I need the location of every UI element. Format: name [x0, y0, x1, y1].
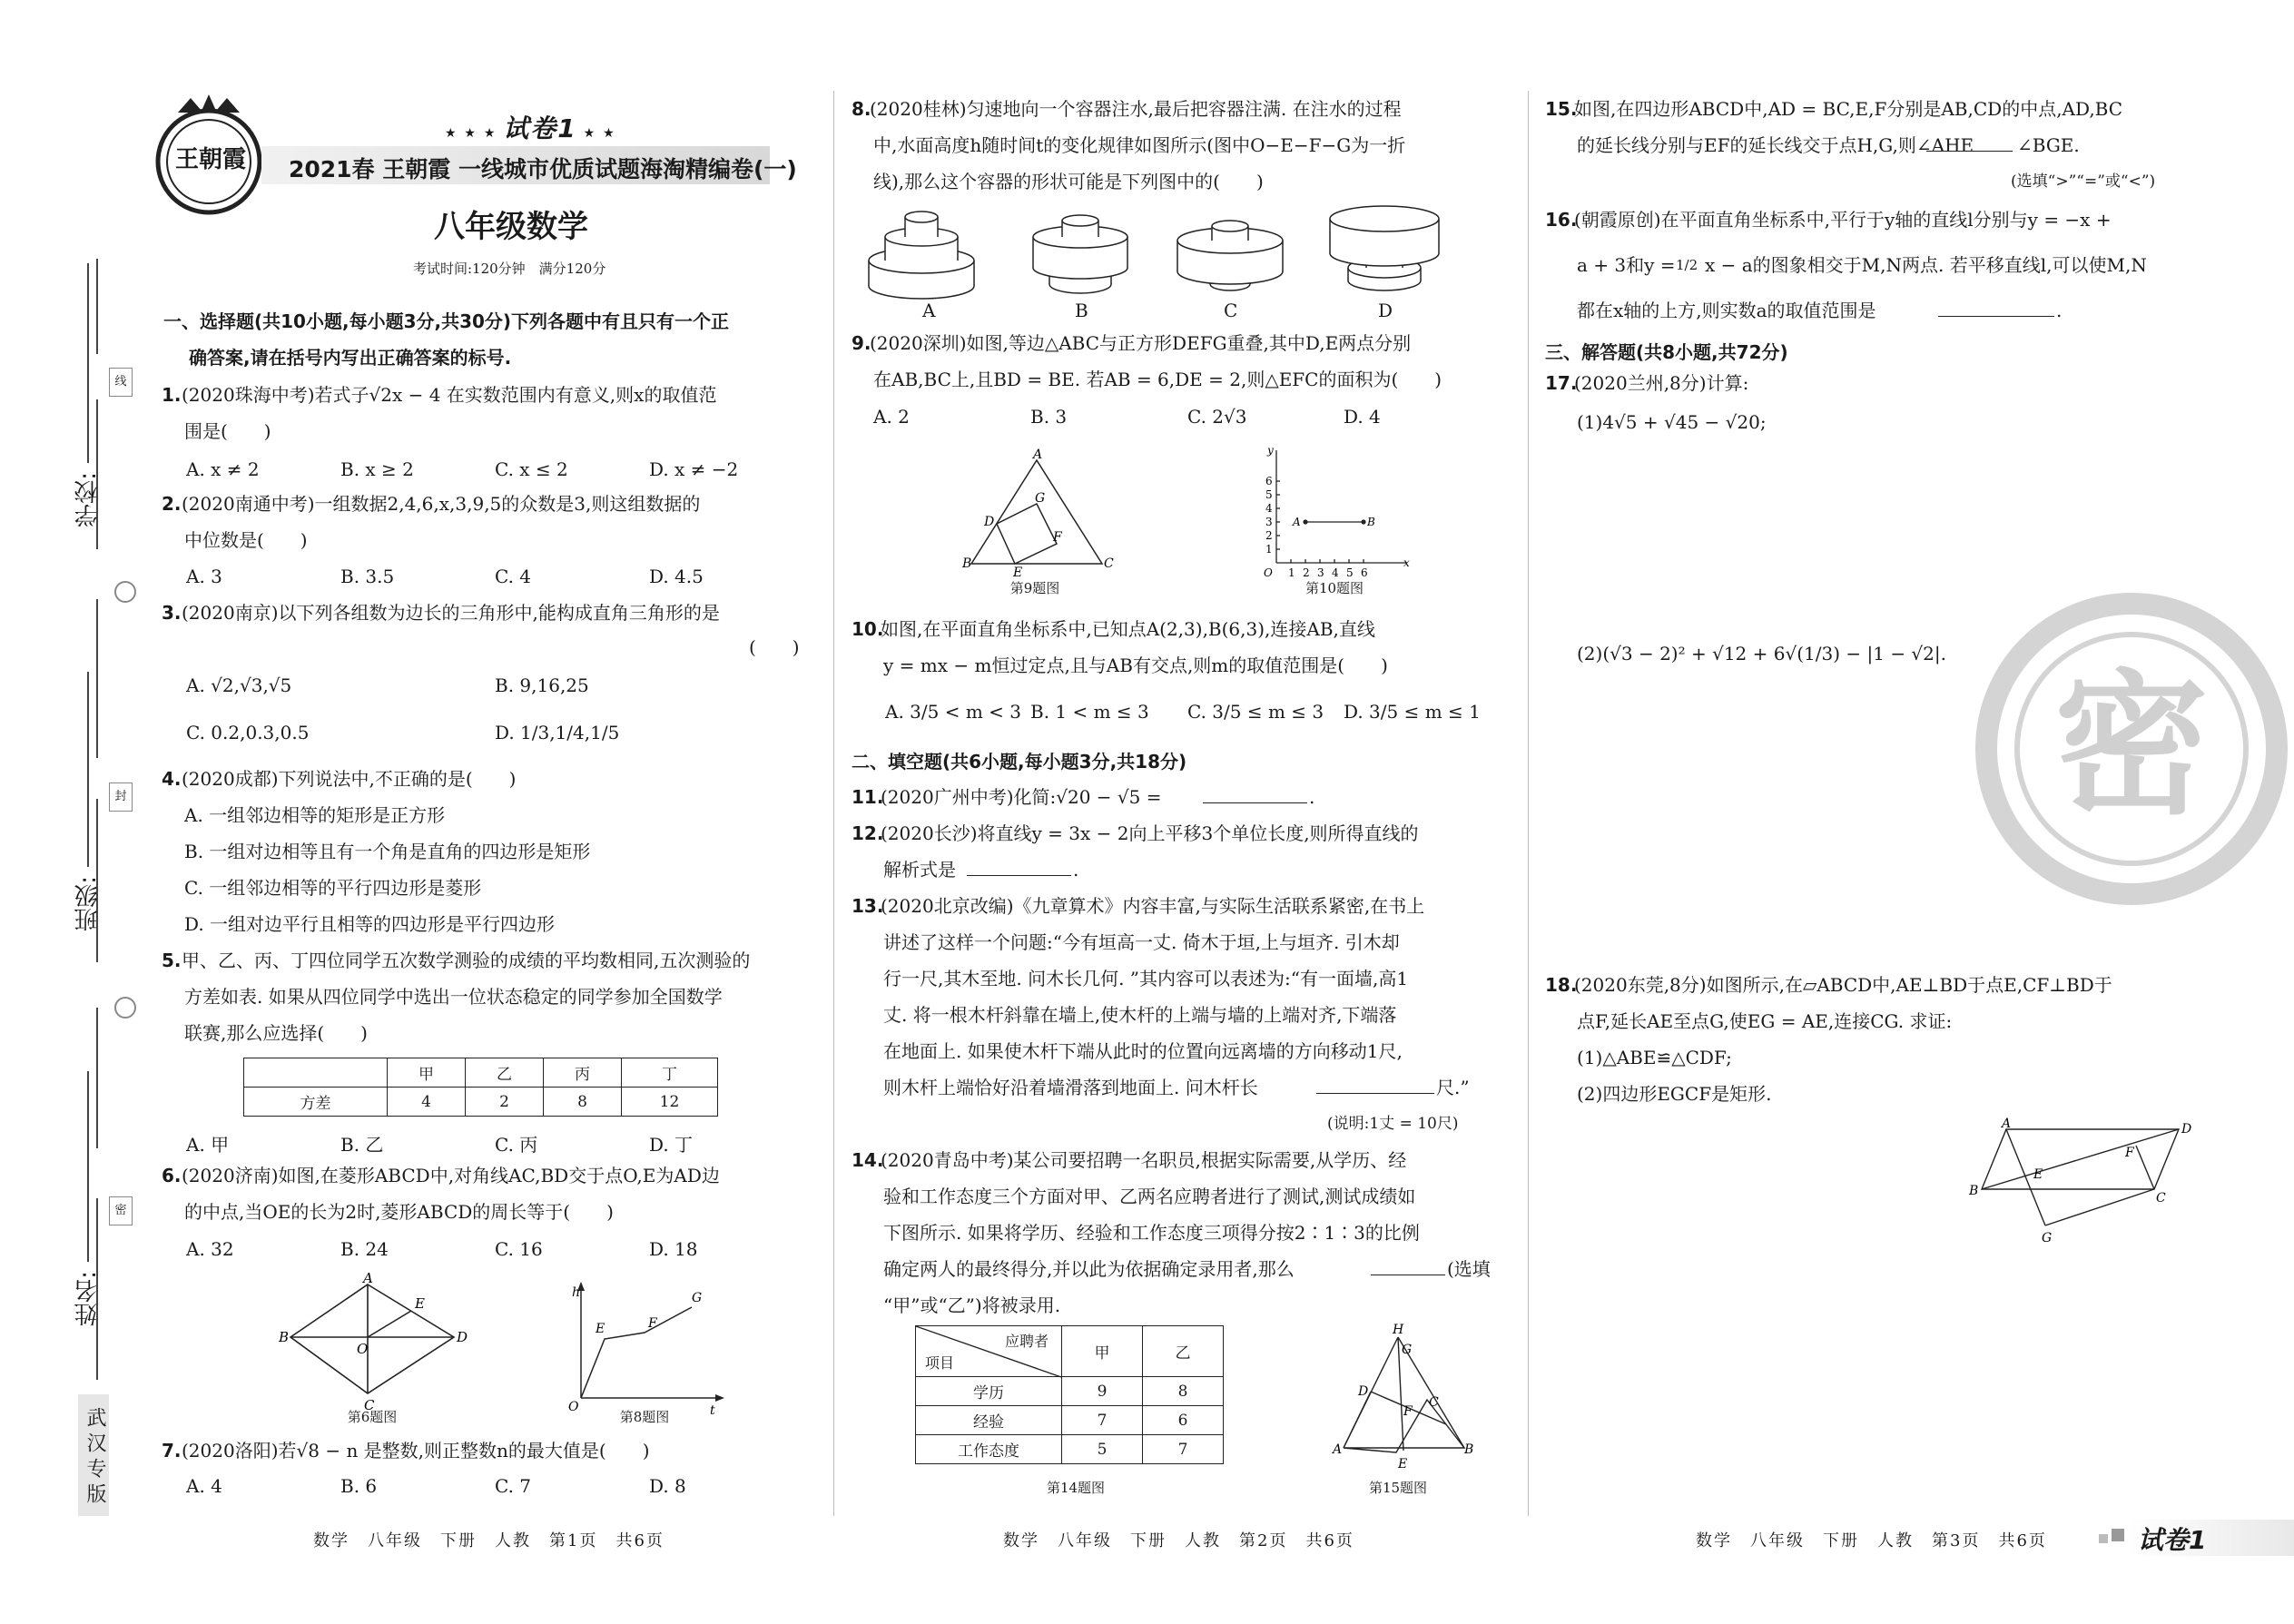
table-cell: 7: [1143, 1435, 1224, 1464]
question-text: 则木杆上端恰好沿着墙滑落到地面上. 问木杆长: [883, 1077, 1258, 1098]
section-2-heading: 二、填空题(共6小题,每小题3分,共18分): [852, 751, 1187, 773]
page-title: 八年级数学: [434, 209, 588, 245]
table-cell: 6: [1143, 1406, 1224, 1435]
figure-caption: 第8题图: [619, 1409, 670, 1425]
answer-blank[interactable]: [967, 875, 1071, 876]
svg-text:F: F: [1053, 530, 1062, 545]
question-text: 中位数是( ): [184, 529, 308, 551]
svg-text:E: E: [1013, 566, 1023, 580]
column-divider: [833, 91, 834, 1516]
answer-blank[interactable]: [1316, 1093, 1434, 1094]
question-number: 6.: [162, 1165, 182, 1186]
option-c[interactable]: C. 7: [495, 1475, 532, 1497]
table-header-cell: 乙: [466, 1058, 544, 1088]
binding-hole-icon: [114, 581, 136, 603]
question-text: (1)4√5 + √45 − √20;: [1577, 411, 1767, 433]
table-diagonal-header: [916, 1326, 1062, 1377]
table-cell: 2: [466, 1088, 544, 1117]
svg-text:H: H: [1393, 1323, 1404, 1337]
option-d[interactable]: D. 18: [649, 1238, 698, 1260]
svg-text:B: B: [962, 556, 972, 571]
option-a[interactable]: A. 2: [873, 406, 910, 428]
answer-blank[interactable]: [1926, 151, 2013, 152]
score-table: [915, 1325, 1224, 1464]
question-text: (2020长沙)将直线y = 3x − 2向上平移3个单位长度,则所得直线的: [881, 822, 1419, 844]
option-c[interactable]: C: [1224, 300, 1238, 321]
question-text: 联赛,那么应选择( ): [184, 1022, 368, 1044]
svg-text:E: E: [415, 1295, 425, 1312]
option-d[interactable]: D. 一组对边平行且相等的四边形是平行四边形: [184, 913, 556, 935]
svg-text:x: x: [1403, 556, 1410, 569]
option-a[interactable]: A. 4: [186, 1475, 222, 1497]
question-text: 下图所示. 如果将学历、经验和工作态度三项得分按2∶1∶3的比例: [883, 1222, 1420, 1244]
option-a[interactable]: A: [922, 300, 936, 321]
page-footer: 数学 八年级 下册 人教 第1页 共6页: [313, 1531, 665, 1550]
name-label: 姓名:: [74, 1271, 102, 1326]
question-text: (2020北京改编)《九章算术》内容丰富,与实际生活联系紧密,在书上: [881, 895, 1425, 917]
logo-text: 王朝霞: [174, 146, 246, 173]
question-text: (2020青岛中考)某公司要招聘一名职员,根据实际需要,从学历、经: [881, 1149, 1407, 1171]
question-number: 15.: [1545, 98, 1578, 120]
option-a[interactable]: A. 32: [186, 1238, 234, 1260]
svg-text:y: y: [1267, 444, 1274, 457]
seal-xian: 线: [109, 368, 133, 397]
svg-text:O: O: [357, 1341, 369, 1357]
svg-text:D: D: [457, 1329, 468, 1345]
table-header-cell: 甲: [1062, 1326, 1143, 1377]
table-cell: 9: [1062, 1377, 1143, 1406]
question-text: a + 3和y =: [1577, 254, 1676, 276]
svg-text:F: F: [1403, 1404, 1413, 1419]
question-number: 8.: [852, 98, 871, 120]
option-c[interactable]: C. x ≤ 2: [495, 458, 568, 480]
svg-text:G: G: [2042, 1231, 2053, 1245]
svg-text:A: A: [363, 1270, 373, 1286]
option-c[interactable]: C. 丙: [495, 1134, 538, 1156]
question-text: 讲述了这样一个问题:“今有垣高一丈. 倚木于垣,上与垣齐. 引木却: [883, 931, 1400, 953]
seal-watermark-icon: [1977, 595, 2286, 903]
question-text: (1)△ABE≌△CDF;: [1577, 1047, 1732, 1068]
decoration: [2099, 1534, 2108, 1543]
option-a[interactable]: A. 3/5 < m < 3: [885, 701, 1021, 723]
question-note: (说明:1丈 = 10尺): [1327, 1115, 1459, 1133]
option-c[interactable]: C. 3/5 ≤ m ≤ 3: [1187, 701, 1324, 723]
figure-caption: 第14题图: [1046, 1480, 1106, 1496]
question-text: (2)(√3 − 2)² + √12 + 6√(1/3) − |1 − √2|.: [1577, 643, 1946, 664]
question-text: (2020南通中考)一组数据2,4,6,x,3,9,5的众数是3,则这组数据的: [182, 493, 701, 515]
seal-mi: 密: [109, 1196, 133, 1225]
option-c[interactable]: C. 一组邻边相等的平行四边形是菱形: [184, 877, 482, 899]
svg-text:4: 4: [1265, 502, 1273, 515]
figure-caption: 第6题图: [347, 1409, 398, 1425]
svg-text:t: t: [710, 1403, 715, 1418]
question-text: 在地面上. 如果使木杆下端从此时的位置向远离墙的方向移动1尺,: [883, 1040, 1403, 1062]
page-footer: 数学 八年级 下册 人教 第2页 共6页: [1003, 1531, 1354, 1550]
svg-text:G: G: [1035, 491, 1046, 506]
exam-label: ★ ★ ★ 试卷1 ★ ★: [445, 113, 616, 143]
table-cell: 8: [544, 1088, 622, 1117]
table-header-cell: [244, 1058, 388, 1088]
watermark-text: 密: [2053, 656, 2210, 836]
question-text: 在AB,BC上,且BD = BE. 若AB = 6,DE = 2,则△EFC的面积为( ): [873, 369, 1442, 390]
option-b[interactable]: B: [1075, 300, 1088, 321]
question-text: (2020兰州,8分)计算:: [1574, 372, 1749, 394]
question-text: 确定两人的最终得分,并以此为依据确定录用者,那么: [883, 1258, 1295, 1280]
question-number: 10.: [852, 618, 884, 640]
question-number: 18.: [1545, 974, 1578, 996]
option-b[interactable]: B. 3: [1030, 406, 1068, 428]
question-text: .: [1309, 786, 1315, 808]
table-cell: 4: [388, 1088, 466, 1117]
question-text: 如图,在四边形ABCD中,AD = BC,E,F分别是AB,CD的中点,AD,BC: [1574, 98, 2123, 120]
svg-text:B: B: [1464, 1442, 1474, 1457]
fraction: 1/2: [1676, 257, 1698, 273]
question-text: 丈. 将一根木杆斜靠在墙上,使木杆的上端与墙的上端对齐,下端落: [883, 1004, 1397, 1026]
table-cell: 经验: [916, 1406, 1062, 1435]
svg-text:A: A: [2002, 1117, 2012, 1131]
svg-text:5: 5: [1346, 566, 1354, 579]
svg-text:D: D: [2181, 1122, 2192, 1137]
decoration: [2112, 1529, 2124, 1541]
table-header-cell: 乙: [1143, 1326, 1224, 1377]
svg-text:1: 1: [1288, 566, 1295, 579]
parallelogram-figure: [1965, 1117, 2192, 1245]
svg-text:5: 5: [1265, 488, 1273, 501]
svg-text:B: B: [279, 1329, 290, 1345]
option-b[interactable]: B. 一组对边相等且有一个角是直角的四边形是矩形: [184, 841, 591, 862]
binding-hole-icon: [114, 997, 136, 1019]
question-text: (2020济南)如图,在菱形ABCD中,对角线AC,BD交于点O,E为AD边: [182, 1165, 720, 1186]
option-b[interactable]: B. x ≥ 2: [340, 458, 414, 480]
question-text: 的延长线分别与EF的延长线交于点H,G,则∠AHE: [1577, 134, 1974, 156]
question-number: 17.: [1545, 372, 1578, 394]
school-label: 学校:: [74, 472, 102, 527]
coordinate-plane-figure: [1262, 445, 1416, 581]
svg-text:3: 3: [1317, 566, 1324, 579]
svg-text:C: C: [1429, 1395, 1439, 1410]
svg-text:E: E: [1398, 1457, 1408, 1471]
svg-text:A: A: [1033, 448, 1043, 462]
svg-text:6: 6: [1265, 475, 1273, 487]
question-text: (2020深圳)如图,等边△ABC与正方形DEFG重叠,其中D,E两点分别: [870, 332, 1412, 354]
class-label: 班级:: [74, 876, 102, 931]
question-text: (朝霞原创)在平面直角坐标系中,平行于y轴的直线l分别与y = −x +: [1574, 209, 2112, 231]
question-text: 的中点,当OE的长为2时,菱形ABCD的周长等于( ): [184, 1201, 614, 1223]
table-cell: 8: [1143, 1377, 1224, 1406]
option-d[interactable]: D: [1378, 300, 1393, 321]
svg-text:B: B: [1367, 516, 1375, 528]
option-d[interactable]: D. x ≠ −2: [649, 458, 739, 480]
option-b[interactable]: B. 乙: [340, 1134, 384, 1156]
question-text: (2)四边形EGCF是矩形.: [1577, 1083, 1772, 1105]
option-d[interactable]: D. 丁: [649, 1134, 694, 1156]
question-text: 尺.”: [1436, 1077, 1470, 1098]
svg-text:G: G: [692, 1291, 703, 1305]
question-text: (2020桂林)匀速地向一个容器注水,最后把容器注满. 在注水的过程: [870, 98, 1402, 120]
question-text: 点F,延长AE至点G,使EG = AE,连接CG. 求证:: [1577, 1010, 1953, 1032]
binding-line: [96, 1008, 98, 1148]
table-header-cell: 丙: [544, 1058, 622, 1088]
option-b[interactable]: B. 24: [340, 1238, 389, 1260]
option-d[interactable]: D. 8: [649, 1475, 686, 1497]
binding-line: [96, 599, 98, 758]
section-3-heading: 三、解答题(共8小题,共72分): [1545, 341, 1788, 363]
question-text: .: [2056, 300, 2063, 321]
svg-text:F: F: [2125, 1146, 2134, 1160]
rhombus-figure: [277, 1270, 477, 1413]
table-cell: 方差: [244, 1088, 388, 1117]
question-text: 线),那么这个容器的形状可能是下列图中的( ): [873, 171, 1264, 192]
answer-blank[interactable]: [1203, 802, 1307, 803]
answer-blank[interactable]: [1938, 316, 2054, 317]
svg-text:C: C: [2156, 1191, 2166, 1206]
question-text: 验和工作态度三个方面对甲、乙两名应聘者进行了测试,测试成绩如: [883, 1186, 1416, 1207]
svg-text:C: C: [1104, 556, 1114, 571]
question-text: .: [1073, 859, 1079, 881]
svg-text:D: D: [984, 515, 995, 529]
table-cell: 学历: [916, 1377, 1062, 1406]
option-c[interactable]: C. 0.2,0.3,0.5: [186, 722, 310, 743]
option-d[interactable]: D. 1/3,1/4,1/5: [495, 722, 620, 743]
question-number: 13.: [852, 895, 884, 917]
question-text: (2020洛阳)若√8 − n 是整数,则正整数n的最大值是( ): [182, 1440, 650, 1462]
figure-caption: 第15题图: [1368, 1480, 1428, 1496]
quadrilateral-figure: [1333, 1321, 1478, 1480]
question-text: (2020东莞,8分)如图所示,在▱ABCD中,AE⊥BD于点E,CF⊥BD于: [1574, 974, 2112, 996]
question-text: (2020广州中考)化简:√20 − √5 =: [881, 786, 1162, 808]
svg-text:B: B: [1969, 1184, 1979, 1198]
question-number: 5.: [162, 950, 182, 971]
svg-text:O: O: [568, 1400, 579, 1414]
table-header-cell: 应聘者: [1004, 1333, 1049, 1350]
option-d[interactable]: D. 4.5: [649, 566, 704, 587]
option-d[interactable]: D. 3/5 ≤ m ≤ 1: [1344, 701, 1481, 723]
option-c[interactable]: C. 2√3: [1187, 406, 1247, 428]
variance-table: [243, 1058, 718, 1117]
question-text: 解析式是: [883, 859, 956, 881]
table-cell: 工作态度: [916, 1435, 1062, 1464]
option-a[interactable]: A. 一组邻边相等的矩形是正方形: [184, 804, 446, 826]
question-text: y = mx − m恒过定点,且与AB有交点,则m的取值范围是( ): [883, 655, 1388, 676]
option-a[interactable]: A. 甲: [186, 1134, 230, 1156]
question-text: (2020南京)以下列各组数为边长的三角形中,能构成直角三角形的是: [182, 602, 720, 624]
school-field[interactable]: [87, 263, 89, 463]
question-text: ( ): [749, 636, 800, 658]
page-footer: 数学 八年级 下册 人教 第3页 共6页: [1696, 1531, 2047, 1550]
svg-text:G: G: [1402, 1343, 1413, 1357]
option-b[interactable]: B. 3.5: [340, 566, 395, 587]
question-number: 11.: [852, 786, 884, 808]
figure-caption: 第9题图: [1009, 580, 1060, 596]
svg-text:h: h: [572, 1285, 581, 1300]
question-number: 9.: [852, 332, 871, 354]
class-field[interactable]: [87, 672, 89, 867]
container-options-figure: [867, 204, 1502, 304]
option-d[interactable]: D. 4: [1344, 406, 1381, 428]
option-a[interactable]: A. 3: [186, 566, 222, 587]
svg-text:C: C: [364, 1397, 375, 1413]
question-number: 2.: [162, 493, 182, 515]
svg-text:A: A: [1293, 516, 1301, 528]
edition-badge: 武汉专版: [78, 1394, 109, 1516]
svg-text:E: E: [596, 1322, 605, 1336]
question-text: 都在x轴的上方,则实数a的取值范围是: [1577, 300, 1876, 321]
svg-text:3: 3: [1265, 516, 1273, 528]
question-text: 行一尺,其木至地. 问木长几何. ”其内容可以表述为:“有一面墙,高1: [883, 968, 1409, 989]
question-text: 如图,在平面直角坐标系中,已知点A(2,3),B(6,3),连接AB,直线: [881, 618, 1375, 640]
option-c[interactable]: C. 16: [495, 1238, 543, 1260]
question-text: 中,水面高度h随时间t的变化规律如图所示(图中O−E−F−G为一折: [873, 134, 1406, 156]
question-text: ∠BGE.: [2017, 134, 2080, 156]
svg-text:4: 4: [1332, 566, 1339, 579]
option-a[interactable]: A. x ≠ 2: [186, 458, 260, 480]
table-cell: 5: [1062, 1435, 1143, 1464]
series-title: 2021春 王朝霞 一线城市优质试题海淘精编卷(一): [289, 156, 797, 182]
time-info: 考试时间:120分钟 满分120分: [413, 261, 606, 277]
question-number: 16.: [1545, 209, 1578, 231]
option-c[interactable]: C. 4: [495, 566, 532, 587]
svg-text:O: O: [1264, 566, 1273, 579]
svg-text:D: D: [1358, 1384, 1369, 1399]
section-1-heading: 一、选择题(共10小题,每小题3分,共30分)下列各题中有且只有一个正: [163, 310, 730, 332]
question-text: 方差如表. 如果从四位同学中选出一位状态稳定的同学参加全国数学: [184, 986, 723, 1008]
table-header-cell: 甲: [388, 1058, 466, 1088]
question-text: x − a的图象相交于M,N两点. 若平移直线l,可以使M,N: [1705, 254, 2147, 276]
question-text: “甲”或“乙”)将被录用.: [883, 1294, 1061, 1316]
option-b[interactable]: B. 6: [340, 1475, 378, 1497]
table-cell: 12: [622, 1088, 718, 1117]
seal-feng: 封: [109, 782, 133, 812]
name-field[interactable]: [87, 1071, 89, 1262]
option-b[interactable]: B. 9,16,25: [495, 674, 589, 696]
svg-text:E: E: [2033, 1167, 2043, 1182]
svg-text:2: 2: [1265, 529, 1273, 542]
table-header-cell: 项目: [925, 1354, 955, 1372]
question-number: 1.: [162, 384, 182, 406]
svg-text:6: 6: [1361, 566, 1368, 579]
question-number: 14.: [852, 1149, 884, 1171]
figure-caption: 第10题图: [1305, 580, 1364, 596]
section-1-heading-cont: 确答案,请在括号内写出正确答案的标号.: [189, 347, 512, 369]
question-text: (2020珠海中考)若式子√2x − 4 在实数范围内有意义,则x的取值范: [182, 384, 717, 406]
svg-text:1: 1: [1265, 543, 1273, 556]
table-cell: 7: [1062, 1406, 1143, 1435]
svg-text:A: A: [1333, 1442, 1343, 1457]
question-number: 3.: [162, 602, 182, 624]
svg-text:2: 2: [1303, 566, 1310, 579]
question-text: (2020成都)下列说法中,不正确的是( ): [182, 768, 517, 790]
svg-text:F: F: [648, 1316, 657, 1331]
question-number: 12.: [852, 822, 884, 844]
question-text: 围是( ): [184, 420, 271, 442]
table-header-cell: 丁: [622, 1058, 718, 1088]
question-text: (选填: [1447, 1258, 1491, 1280]
binding-line: [96, 259, 98, 354]
question-text: 甲、乙、丙、丁四位同学五次数学测验的成绩的平均数相同,五次测验的: [182, 950, 751, 971]
triangle-square-figure: [962, 448, 1117, 580]
question-note: (选填“>”“=”或“<”): [2011, 172, 2156, 191]
question-number: 7.: [162, 1440, 182, 1462]
option-b[interactable]: B. 1 < m ≤ 3: [1030, 701, 1149, 723]
footer-exam-label: 试卷1: [2138, 1525, 2207, 1555]
column-divider: [1528, 91, 1529, 1516]
question-number: 4.: [162, 768, 182, 790]
option-a[interactable]: A. √2,√3,√5: [186, 674, 292, 696]
